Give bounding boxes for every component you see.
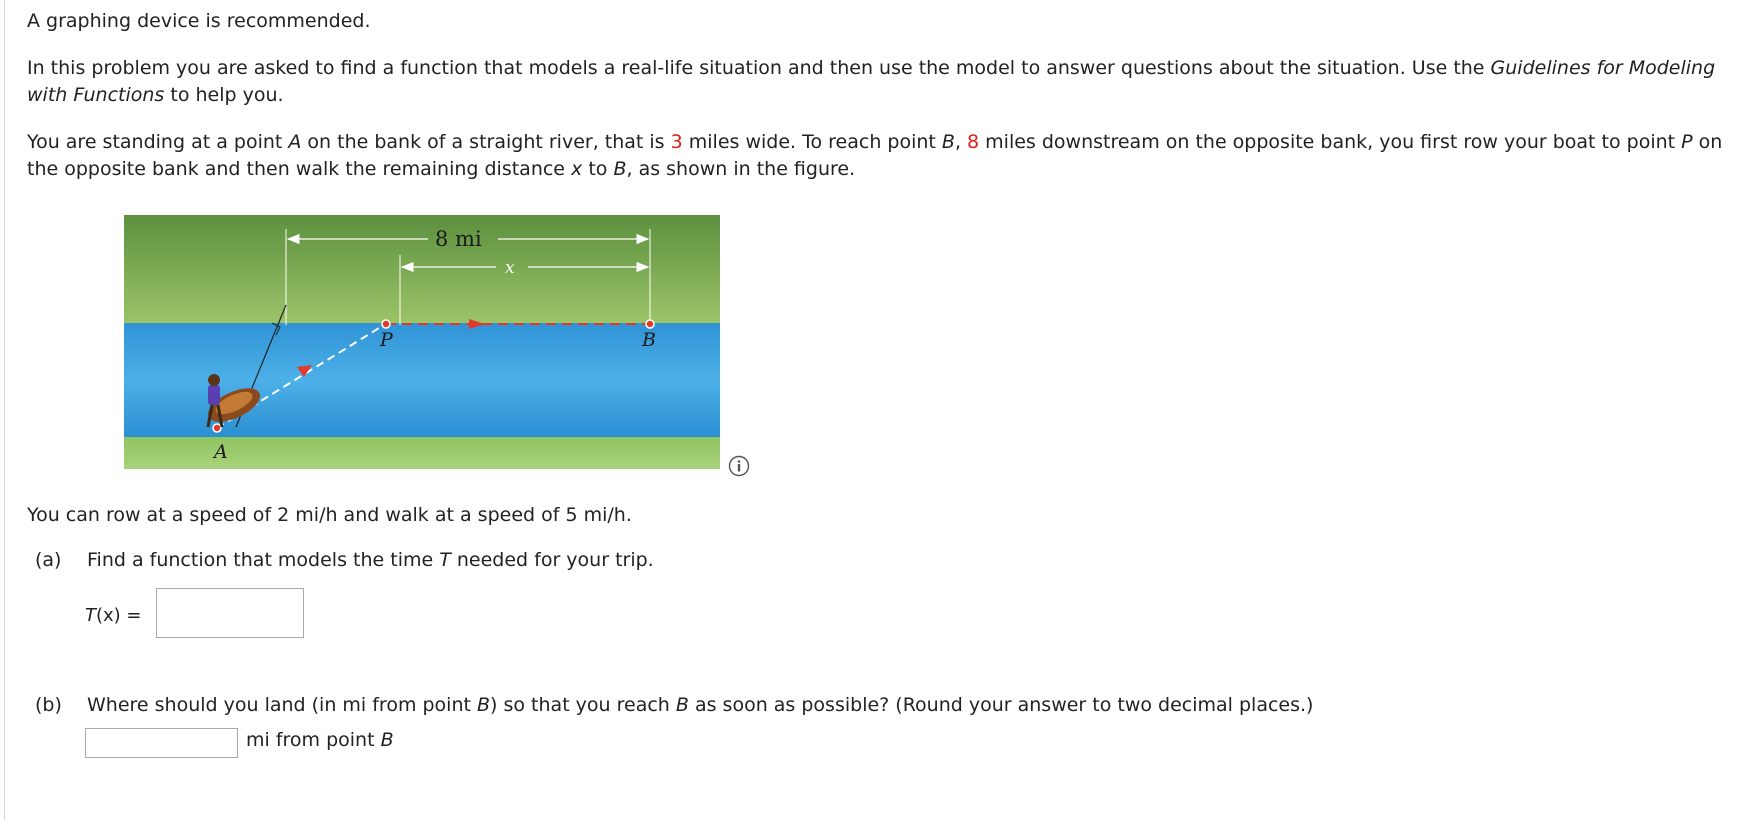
- part-a-question: [35, 547, 654, 574]
- function-name: T: [85, 605, 96, 626]
- instructions-paragraph: [27, 55, 1727, 109]
- point-b-var: B: [477, 694, 491, 716]
- label-a: A: [214, 441, 228, 463]
- part-b-text-end: as soon as possible? (Round your answer to two decimal places.): [688, 694, 1314, 716]
- speeds-text: You can row at a speed of 2 mi/h and walk at a speed of 5 mi/h.: [27, 504, 632, 526]
- part-a-text: Find a function that models the time: [87, 549, 440, 571]
- statement-text: to: [582, 158, 614, 180]
- part-a-text-end: needed for your trip.: [450, 549, 654, 571]
- far-bank: [124, 215, 720, 325]
- statement-text: on the bank of a straight river, that is: [301, 131, 671, 153]
- river-width-value: 3: [670, 131, 683, 153]
- point-b-var: B: [675, 694, 689, 716]
- statement-text: on the opposite bank and then walk the remaining distance: [27, 131, 1723, 180]
- point-p-dot: [382, 320, 390, 328]
- part-b-text: ) so that you reach: [490, 694, 676, 716]
- x-var: x: [571, 158, 583, 180]
- point-p-var: P: [1681, 131, 1693, 153]
- statement-text: ,: [954, 131, 968, 153]
- part-b-question: [35, 692, 1313, 719]
- equals-sign: =: [120, 605, 142, 626]
- point-b-var: B: [941, 131, 955, 153]
- point-a-var: A: [288, 131, 302, 153]
- statement-text: , as shown in the figure.: [626, 158, 856, 180]
- unit-label: [246, 729, 394, 751]
- intro-text: A graphing device is recommended.: [27, 10, 371, 32]
- point-a-dot: [213, 424, 221, 432]
- para1-text: In this problem you are asked to find a function that models a real-life situation and then use the model to answer questions about the situation. Use the: [27, 57, 1491, 79]
- river-figure: [124, 215, 720, 469]
- point-b-var: B: [613, 158, 627, 180]
- para1-text-end: to help you.: [164, 84, 284, 106]
- landing-distance-input[interactable]: [85, 728, 238, 758]
- function-arg: (x): [96, 605, 121, 626]
- problem-statement: [27, 129, 1747, 183]
- t-var: T: [439, 549, 451, 571]
- label-p: P: [380, 329, 393, 351]
- statement-text: miles wide. To reach point: [682, 131, 942, 153]
- left-border: [4, 0, 5, 820]
- part-b-label: (b): [35, 694, 62, 716]
- guidelines-reference: Guidelines for Modeling with Functions: [27, 57, 1716, 106]
- point-b-dot: [646, 320, 654, 328]
- part-b-text: Where should you land (in mi from point: [87, 694, 477, 716]
- function-label: [85, 605, 142, 626]
- function-answer-input[interactable]: [156, 588, 304, 638]
- unit-text: mi from point: [246, 729, 381, 751]
- part-a-label: (a): [35, 549, 62, 571]
- statement-text: You are standing at a point: [27, 131, 289, 153]
- distance-value: 8: [967, 131, 980, 153]
- label-8mi: 8 mi: [435, 227, 482, 251]
- label-x: x: [505, 258, 515, 278]
- info-circle-icon[interactable]: [728, 455, 750, 477]
- label-b: B: [642, 329, 656, 351]
- point-b-var: B: [380, 729, 394, 751]
- statement-text: miles downstream on the opposite bank, you first row your boat to point: [979, 131, 1682, 153]
